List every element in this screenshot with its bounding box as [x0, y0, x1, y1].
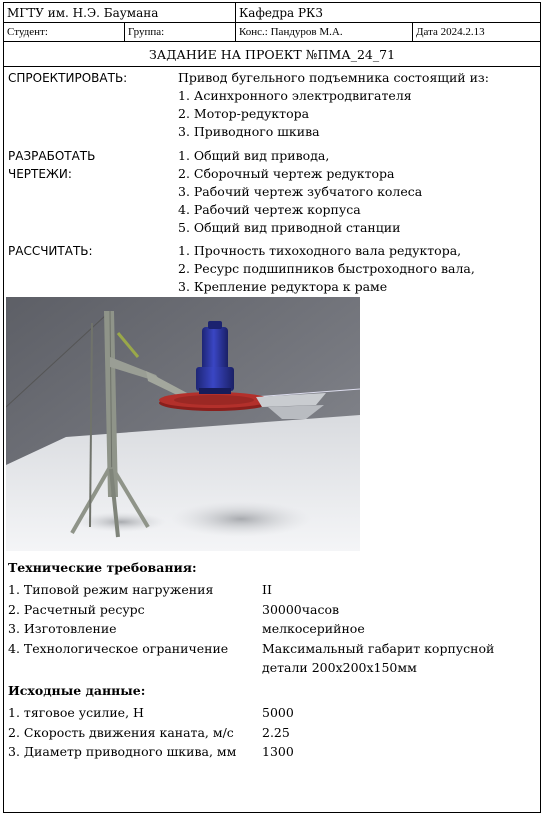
list-item: 1. Общий вид привода,: [178, 148, 330, 163]
list-item: [8, 639, 538, 677]
list-item: 3. Приводного шкива: [178, 124, 320, 139]
list-item: [8, 742, 538, 762]
list-item: [8, 580, 538, 600]
initial-key: 1. тяговое усилие, Н: [8, 705, 144, 720]
initial-value: 1300: [262, 744, 294, 759]
section-design-label: [8, 69, 127, 87]
list-item: 3. Крепление редуктора к раме: [178, 279, 388, 294]
initial-key: 3. Диаметр приводного шкива, мм: [8, 744, 237, 759]
initial-value: 2.25: [262, 724, 290, 740]
requirement-key: 3. Изготовление: [8, 621, 117, 636]
initial-data-list: [8, 703, 538, 762]
requirement-value: Максимальный габарит корпусной детали 200x200x150мм: [262, 640, 495, 675]
section-drawings-label: [8, 147, 95, 183]
header-row-1: [4, 3, 540, 23]
list-item: 2. Мотор-редуктора: [178, 106, 310, 121]
list-item: 5. Общий вид приводной станции: [178, 220, 401, 235]
initial-value: 5000: [262, 705, 294, 720]
list-item: [8, 600, 538, 620]
requirement-key: 1. Типовой режим нагружения: [8, 582, 214, 597]
header-row-2: [4, 23, 540, 42]
section-calculate-label: [8, 242, 93, 260]
list-item: 2. Ресурс подшипников быстроходного вала,: [178, 261, 475, 276]
list-item: 1. Прочность тихоходного вала редуктора,: [178, 243, 462, 258]
assignment-sheet: [3, 2, 541, 813]
tech-requirements-list: [8, 580, 538, 677]
tech-requirements-heading: Технические требования:: [8, 560, 197, 575]
department-name: Кафедра РК3: [235, 3, 540, 22]
section-label-line: ЧЕРТЕЖИ:: [8, 167, 72, 181]
list-item: 3. Рабочий чертеж зубчатого колеса: [178, 184, 423, 199]
section-design-items: [178, 69, 489, 141]
list-item: Привод бугельного подъемника состоящий из:: [178, 70, 489, 85]
list-item: 2. Сборочный чертеж редуктора: [178, 166, 395, 181]
section-drawings-items: [178, 147, 422, 237]
list-item: [8, 619, 538, 639]
section-label-line: РАЗРАБОТАТЬ: [8, 149, 96, 163]
section-label-line: РАССЧИТАТЬ:: [8, 244, 93, 258]
requirement-value: II: [262, 582, 272, 597]
consultant-name: Конс.: Пандуров М.А.: [235, 23, 412, 41]
drive-station-render: [6, 297, 360, 551]
section-calculate-items: [178, 242, 475, 296]
student-label: Студент:: [7, 26, 48, 38]
initial-data-heading: Исходные данные:: [8, 683, 146, 698]
section-label-line: СПРОЕКТИРОВАТЬ:: [8, 71, 128, 85]
requirement-key: 4. Технологическое ограничение: [8, 640, 229, 656]
list-item: [8, 703, 538, 723]
requirement-value: мелкосерийное: [262, 621, 365, 636]
title-row: [4, 42, 540, 67]
list-item: 4. Рабочий чертеж корпуса: [178, 202, 361, 217]
assignment-date: Дата 2024.2.13: [412, 23, 540, 41]
requirement-value: 30000часов: [262, 601, 340, 617]
page-title: ЗАДАНИЕ НА ПРОЕКТ №ПМА_24_71: [148, 46, 396, 62]
group-label: Группа:: [124, 23, 235, 41]
list-item: [8, 723, 538, 743]
university-name: МГТУ им. Н.Э. Баумана: [7, 5, 159, 20]
list-item: 1. Асинхронного электродвигателя: [178, 88, 412, 103]
initial-key: 2. Скорость движения каната, м/с: [8, 724, 234, 740]
requirement-key: 2. Расчетный ресурс: [8, 601, 145, 617]
